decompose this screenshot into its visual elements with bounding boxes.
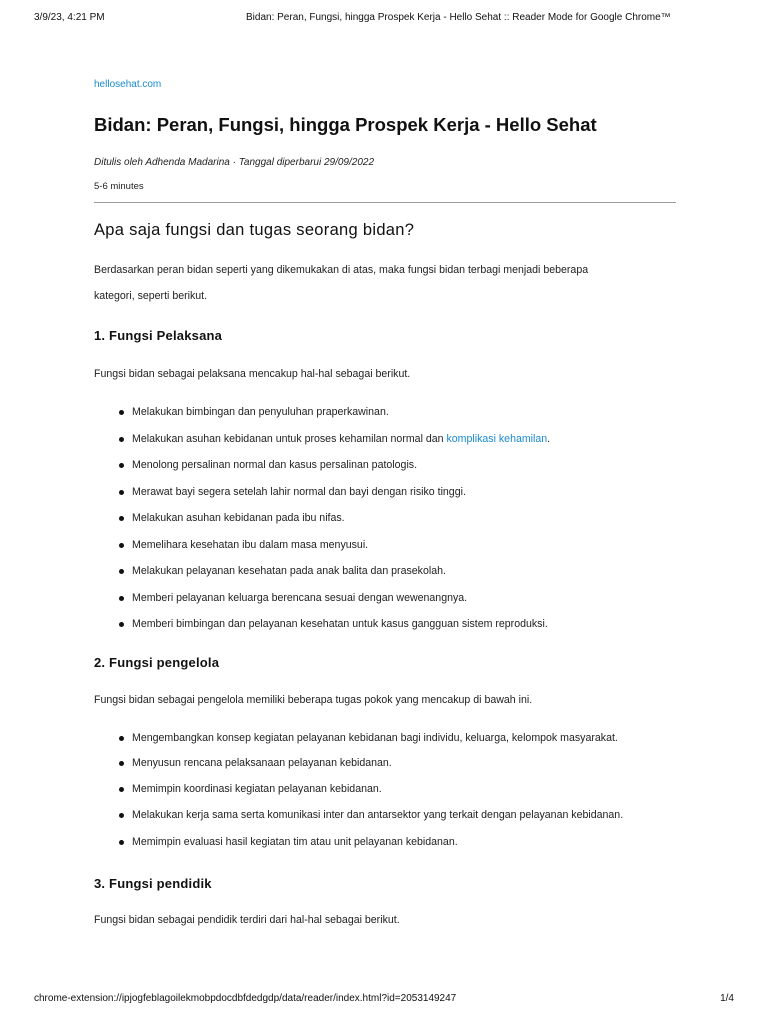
bullet-icon [119, 813, 124, 818]
list-item-text: Melakukan asuhan kebidanan pada ibu nifas. [132, 512, 345, 524]
pengelola-list [94, 731, 676, 862]
intro-line-1: Berdasarkan peran bidan seperti yang dikemukakan di atas, maka fungsi bidan terbagi menjadi beberapa [94, 264, 589, 276]
bullet-icon [119, 516, 124, 521]
bullet-icon [119, 761, 124, 766]
print-footer [34, 993, 734, 1009]
list-item-text: Melakukan kerja sama serta komunikasi inter dan antarsektor yang terkait dengan pelayanan kebidanan. [132, 809, 624, 821]
bullet-icon [119, 622, 124, 627]
list-item [94, 485, 676, 512]
list-item [94, 432, 676, 459]
print-date: 3/9/23, 4:21 PM [34, 12, 105, 23]
list-item [94, 835, 676, 862]
print-url: chrome-extension://ipjogfeblagoilekmobpdocdbfdedgdp/data/reader/index.html?id=2053149247 [34, 993, 457, 1004]
list-item [94, 808, 676, 835]
list-item-text: Merawat bayi segera setelah lahir normal dan bayi dengan risiko tinggi. [132, 485, 466, 498]
bullet-icon [119, 463, 124, 468]
list-item-text: Melakukan bimbingan dan penyuluhan praperkawinan. [132, 406, 389, 418]
list-item-text: Memimpin evaluasi hasil kegiatan tim atau unit pelayanan kebidanan. [132, 836, 458, 848]
list-item-suffix: . [547, 432, 551, 445]
list-item-text: Menyusun rencana pelaksanaan pelayanan kebidanan. [132, 757, 392, 769]
list-item-text: Memberi bimbingan dan pelayanan kesehatan untuk kasus gangguan sistem reproduksi. [132, 618, 548, 630]
bullet-icon [119, 410, 124, 415]
list-item [94, 458, 676, 485]
komplikasi-kehamilan-link[interactable]: komplikasi kehamilan [446, 432, 548, 445]
subheading-pendidik: 3. Fungsi pendidik [94, 876, 212, 891]
list-item [94, 405, 676, 432]
section-heading: Apa saja fungsi dan tugas seorang bidan? [94, 221, 415, 239]
bullet-icon [119, 490, 124, 495]
bullet-icon [119, 437, 124, 442]
source-domain-link[interactable]: hellosehat.com [94, 79, 162, 90]
pengelola-intro: Fungsi bidan sebagai pengelola memiliki beberapa tugas pokok yang mencakup di bawah ini. [94, 694, 533, 706]
print-page-title: Bidan: Peran, Fungsi, hingga Prospek Kerja - Hello Sehat :: Reader Mode for Google Chrome™ [246, 12, 671, 23]
bullet-icon [119, 569, 124, 574]
pelaksana-list [94, 405, 676, 644]
page-number: 1/4 [720, 993, 734, 1004]
list-item [94, 756, 676, 782]
read-time: 5-6 minutes [94, 181, 144, 192]
list-item-text: Mengembangkan konsep kegiatan pelayanan kebidanan bagi individu, keluarga, kelompok masyarakat. [132, 732, 618, 744]
subheading-pelaksana: 1. Fungsi Pelaksana [94, 328, 223, 343]
bullet-icon [119, 787, 124, 792]
list-item [94, 564, 676, 591]
pendidik-intro: Fungsi bidan sebagai pendidik terdiri dari hal-hal sebagai berikut. [94, 914, 400, 926]
list-item [94, 591, 676, 618]
list-item-text: Memberi pelayanan keluarga berencana sesuai dengan wewenangnya. [132, 591, 468, 604]
list-item [94, 511, 676, 538]
bullet-icon [119, 736, 124, 741]
bullet-icon [119, 543, 124, 548]
list-item-text: Memelihara kesehatan ibu dalam masa menyusui. [132, 538, 369, 551]
subheading-pengelola: 2. Fungsi pengelola [94, 655, 220, 670]
list-item [94, 617, 676, 644]
intro-line-2: kategori, seperti berikut. [94, 290, 208, 302]
list-item [94, 782, 676, 808]
list-item-text: Menolong persalinan normal dan kasus persalinan patologis. [132, 459, 418, 471]
list-item-text: Melakukan pelayanan kesehatan pada anak balita dan prasekolah. [132, 565, 446, 577]
list-item-text: Memimpin koordinasi kegiatan pelayanan kebidanan. [132, 783, 382, 795]
list-item-text: Melakukan asuhan kebidanan untuk proses kehamilan normal dan [132, 432, 447, 445]
list-item [94, 731, 676, 756]
article-byline: Ditulis oleh Adhenda Madarina · Tanggal diperbarui 29/09/2022 [94, 157, 375, 168]
pelaksana-intro: Fungsi bidan sebagai pelaksana mencakup hal-hal sebagai berikut. [94, 368, 411, 380]
list-item [94, 538, 676, 565]
bullet-icon [119, 596, 124, 601]
header-divider [94, 202, 676, 203]
bullet-icon [119, 840, 124, 845]
article-title: Bidan: Peran, Fungsi, hingga Prospek Kerja - Hello Sehat [94, 114, 597, 135]
print-header [34, 12, 734, 28]
